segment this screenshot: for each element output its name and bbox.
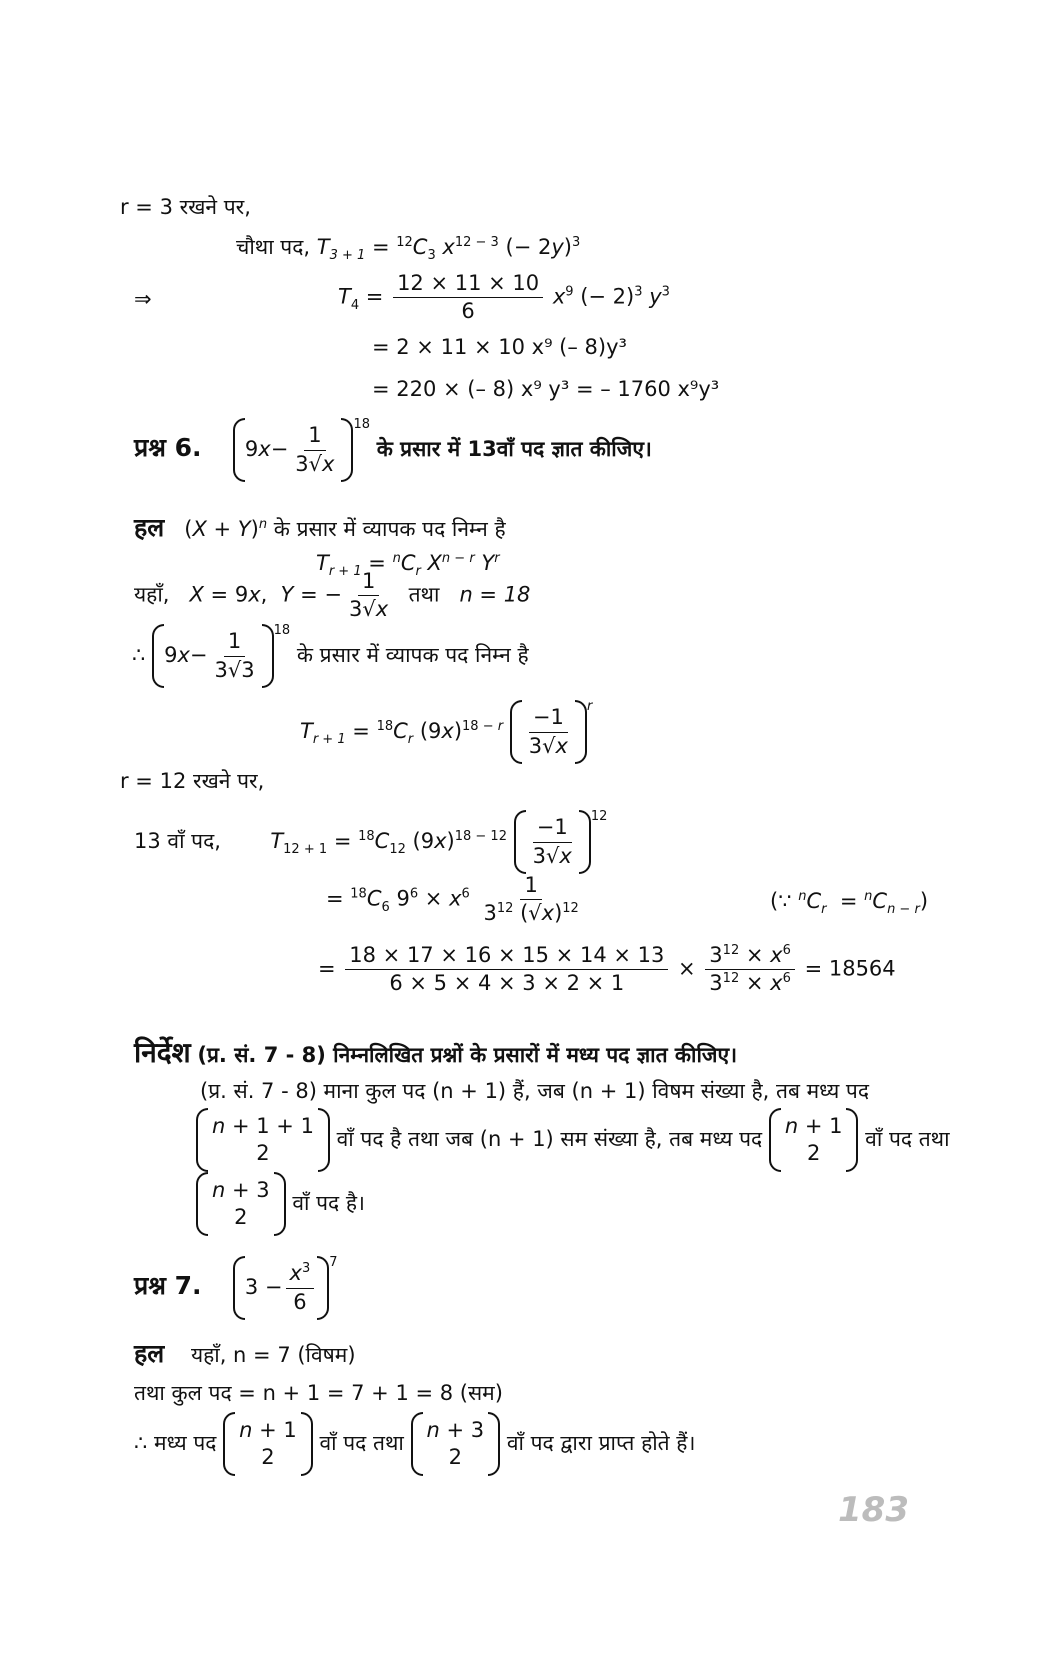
solution-7-line-3: ∴ मध्य पद n + 1 2 वाँ पद तथा n + 3 2 वाँ पद द्वारा प्राप्त होते हैं। [134,1412,695,1476]
direction-para-3: n + 3 2 वाँ पद है। [196,1172,365,1236]
fourth-term-label: चौथा पद, [236,235,311,259]
page-number: 183 [838,1490,909,1530]
question-7-label: प्रश्न 7. [134,1271,202,1300]
t4-step2: = 2 × 11 × 10 x⁹ (– 8)y³ [372,335,627,359]
question-7: प्रश्न 7. 3 − $\frac{x^3}{6}$ $^7$ [134,1256,338,1320]
solution-6-intro: हल $(X + Y)^n$ के प्रसार में व्यापक पद निम्न है [134,513,506,542]
fourth-term-line: चौथा पद, $T_{3 + 1} = ^{12}C_3$ $x^{12 - 3}$ (− 2y)$^3$ [236,235,581,264]
solution-7-line-2: तथा कुल पद = n + 1 = 7 + 1 = 8 (सम) [134,1381,503,1405]
term-13-final: = $\frac{18 \times 17 \times 16 \times 15 \times 14 \times 13}{6 \times 5 \times 4 \times 3 \times 2 \times 1}$ × $\frac{3^{12} \times x^6}{3^{12} \times x^6}$ = 18564 [318,943,896,996]
implies-symbol: ⇒ [134,287,152,311]
general-term-expanded: $T_{r + 1} = ^{18}C_r$ $(9x)^{18 - r}$ $\frac{-1}{3√x}$ $^r$ [300,700,592,764]
final-value: = 18564 [804,956,896,981]
direction-text: (प्र. सं. 7 - 8) निम्नलिखित प्रश्नों के प्रसारों में मध्य पद ज्ञात कीजिए। [197,1043,738,1067]
question-6-text: के प्रसार में 13वाँ पद ज्ञात कीजिए। [376,437,652,461]
solution-7-line-1: हल यहाँ, n = 7 (विषम) [134,1339,356,1368]
term-13-line: 13 वाँ पद, $T_{12 + 1} = ^{18}C_{12}$ $(9x)^{18 - 12}$ $\frac{-1}{3√x}$ $^{12}$ [134,810,607,874]
question-6-label: प्रश्न 6. [134,433,202,462]
final-fraction: $\frac{18 \times 17 \times 16 \times 15 \times 14 \times 13}{6 \times 5 \times 4 \times 3 \times 2 \times 1}$ [345,944,668,995]
where-line: यहाँ, X = 9x, Y = − $\frac{1}{3√x}$ तथा n = 18 [134,569,531,622]
solution-label: हल [134,513,165,542]
line-r12: r = 12 रखने पर, [120,769,265,793]
term-13-step2: = $^{18}C_6$ $9^6 \times x^6$ $\frac{1}{3^{12} (√x)^{12}}$ [326,873,579,926]
direction-para-2: n + 1 + 1 2 वाँ पद है तथा जब (n + 1) सम संख्या है, तब मध्य पद n + 1 2 वाँ पद तथा [196,1108,950,1172]
direction-para-1: (प्र. सं. 7 - 8) माना कुल पद (n + 1) हैं, जब (n + 1) विषम संख्या है, तब मध्य पद [200,1079,870,1103]
t4-fraction: $\frac{12 \times 11 \times 10}{6}$ [393,272,543,323]
general-term-formula: $T_{r + 1} = ^nC_r$ $X^{n - r}$ $Y^r$ [316,551,500,580]
t4-line: $T_4$ = $\frac{12 \times 11 \times 10}{6}$ $x^9$ (− 2)$^3$ $y^3$ [338,271,670,324]
therefore-line: ∴ 9 x − $\frac{1}{3√3}$ $^{18}$ के प्रसार में व्यापक पद निम्न है [132,624,529,688]
combination-identity: (∵ $^nC_r = ^nC_{n - r}$) [770,889,929,918]
question-6: प्रश्न 6. 9 x − $\frac{1}{3√x}$ $^{18}$ के प्रसार में 13वाँ पद ज्ञात कीजिए। [134,418,652,482]
line-r3: r = 3 रखने पर, [120,195,251,219]
t4-step3: = 220 × (– 8) x⁹ y³ = – 1760 x⁹y³ [372,377,720,401]
direction-label: निर्देश [134,1036,191,1069]
direction-heading [134,1038,737,1069]
